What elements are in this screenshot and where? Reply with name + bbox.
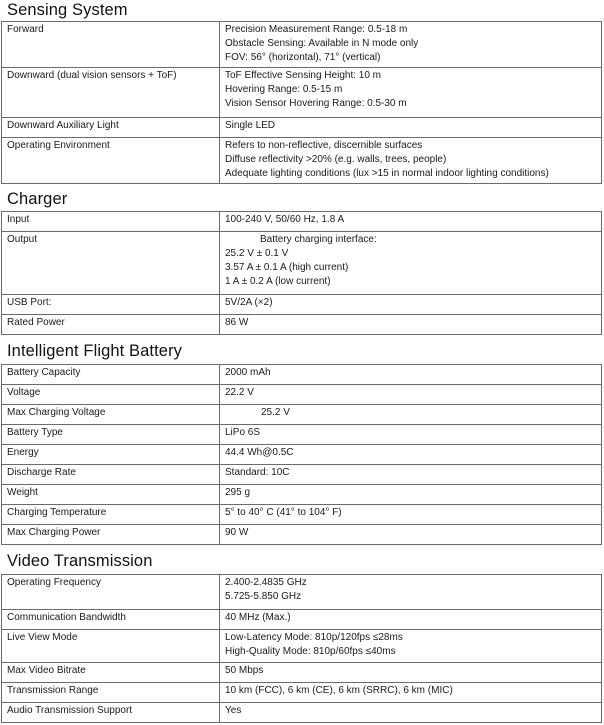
spec-value-line: 40 MHz (Max.)	[225, 612, 291, 623]
spec-value	[220, 610, 602, 630]
spec-key: Energy	[2, 445, 220, 465]
section-title-charger: Charger	[7, 190, 68, 208]
spec-key: Output	[2, 232, 220, 295]
table-row	[2, 22, 602, 68]
spec-value	[220, 118, 602, 138]
spec-key: Transmission Range	[2, 683, 220, 703]
spec-value-line: 25.2 V	[261, 407, 290, 418]
table-row	[2, 212, 602, 232]
spec-key: Rated Power	[2, 315, 220, 335]
spec-value	[220, 505, 602, 525]
table-row	[2, 610, 602, 630]
table-row	[2, 630, 602, 663]
spec-value	[220, 630, 602, 663]
spec-value	[220, 295, 602, 315]
spec-table-intelligent-flight-battery	[1, 364, 602, 545]
spec-key: Discharge Rate	[2, 465, 220, 485]
table-row	[2, 683, 602, 703]
table-row	[2, 505, 602, 525]
spec-value	[220, 138, 602, 184]
spec-value-line: Diffuse reflectivity >20% (e.g. walls, trees, people)	[225, 154, 447, 165]
spec-value-line: Hovering Range: 0.5-15 m	[225, 84, 343, 95]
spec-key: Weight	[2, 485, 220, 505]
spec-value	[220, 22, 602, 68]
spec-key: Charging Temperature	[2, 505, 220, 525]
spec-key: Live View Mode	[2, 630, 220, 663]
spec-value	[220, 525, 602, 545]
table-row	[2, 663, 602, 683]
spec-value-line: 2000 mAh	[225, 367, 271, 378]
table-row	[2, 118, 602, 138]
spec-value-line: ToF Effective Sensing Height: 10 m	[225, 70, 382, 81]
table-row	[2, 365, 602, 385]
spec-value-line: Obstacle Sensing: Available in N mode only	[225, 38, 419, 49]
table-row	[2, 703, 602, 723]
spec-key: Forward	[2, 22, 220, 68]
spec-value-line: Yes	[225, 705, 242, 716]
spec-value	[220, 663, 602, 683]
table-row	[2, 232, 602, 295]
spec-value-line: 3.57 A ± 0.1 A (high current)	[225, 262, 349, 273]
spec-key: Max Charging Power	[2, 525, 220, 545]
table-row	[2, 575, 602, 610]
spec-value-line: 1 A ± 0.2 A (low current)	[225, 276, 331, 287]
spec-value-line: Precision Measurement Range: 0.5-18 m	[225, 24, 408, 35]
section-title-video-transmission: Video Transmission	[7, 552, 153, 570]
table-row	[2, 68, 602, 118]
table-row	[2, 138, 602, 184]
spec-table-video-transmission	[1, 574, 602, 723]
spec-value	[220, 465, 602, 485]
spec-value	[220, 212, 602, 232]
spec-value	[220, 683, 602, 703]
spec-value	[220, 68, 602, 118]
spec-key: Audio Transmission Support	[2, 703, 220, 723]
table-row	[2, 295, 602, 315]
spec-value-line: 22.2 V	[225, 387, 254, 398]
spec-value-line: High-Quality Mode: 810p/60fps ≤40ms	[225, 646, 396, 657]
table-row	[2, 405, 602, 425]
spec-value	[220, 445, 602, 465]
spec-value-line: Battery charging interface:	[260, 234, 377, 245]
spec-value-line: 295 g	[225, 487, 251, 498]
spec-value-line: LiPo 6S	[225, 427, 261, 438]
spec-key: Max Charging Voltage	[2, 405, 220, 425]
spec-key: USB Port:	[2, 295, 220, 315]
spec-value-line: 5.725-5.850 GHz	[225, 591, 302, 602]
spec-value-line: 50 Mbps	[225, 665, 264, 676]
spec-value-line: 90 W	[225, 527, 249, 538]
spec-value-line: Adequate lighting conditions (lux >15 in normal indoor lighting conditions)	[225, 168, 549, 179]
spec-value	[220, 365, 602, 385]
spec-table-charger	[1, 211, 602, 335]
spec-value	[220, 405, 602, 425]
spec-value	[220, 485, 602, 505]
table-row	[2, 425, 602, 445]
spec-value-line: 10 km (FCC), 6 km (CE), 6 km (SRRC), 6 km (MIC)	[225, 685, 453, 696]
spec-key: Input	[2, 212, 220, 232]
table-row	[2, 485, 602, 505]
spec-value	[220, 703, 602, 723]
spec-table-sensing-system	[1, 21, 602, 184]
spec-value-line: Single LED	[225, 120, 276, 131]
spec-value-line: 86 W	[225, 317, 249, 328]
spec-key: Downward Auxiliary Light	[2, 118, 220, 138]
spec-value	[220, 315, 602, 335]
spec-key: Operating Frequency	[2, 575, 220, 610]
spec-key: Battery Type	[2, 425, 220, 445]
spec-value-line: Refers to non-reflective, discernible surfaces	[225, 140, 423, 151]
spec-key: Voltage	[2, 385, 220, 405]
spec-value-line: 100-240 V, 50/60 Hz, 1.8 A	[225, 214, 345, 225]
spec-value-line: 25.2 V ± 0.1 V	[225, 248, 289, 259]
spec-value-line: 2.400-2.4835 GHz	[225, 577, 307, 588]
spec-value	[220, 385, 602, 405]
spec-key: Downward (dual vision sensors + ToF)	[2, 68, 220, 118]
table-row	[2, 525, 602, 545]
section-title-sensing-system: Sensing System	[7, 1, 128, 19]
table-row	[2, 445, 602, 465]
spec-value	[220, 575, 602, 610]
spec-key: Operating Environment	[2, 138, 220, 184]
section-title-intelligent-flight-battery: Intelligent Flight Battery	[7, 342, 183, 360]
spec-value-line: Low-Latency Mode: 810p/120fps ≤28ms	[225, 632, 403, 643]
spec-key: Communication Bandwidth	[2, 610, 220, 630]
spec-value-line: 5V/2A (×2)	[225, 297, 273, 308]
table-row	[2, 385, 602, 405]
spec-key: Max Video Bitrate	[2, 663, 220, 683]
spec-value-line: 5° to 40° C (41° to 104° F)	[225, 507, 342, 518]
spec-value-line: Standard: 10C	[225, 467, 290, 478]
table-row	[2, 465, 602, 485]
spec-value-line: Vision Sensor Hovering Range: 0.5-30 m	[225, 98, 407, 109]
spec-value	[220, 232, 602, 295]
table-row	[2, 315, 602, 335]
spec-value	[220, 425, 602, 445]
spec-value-line: 44.4 Wh@0.5C	[225, 447, 294, 458]
spec-value-line: FOV: 56° (horizontal), 71° (vertical)	[225, 52, 381, 63]
spec-key: Battery Capacity	[2, 365, 220, 385]
